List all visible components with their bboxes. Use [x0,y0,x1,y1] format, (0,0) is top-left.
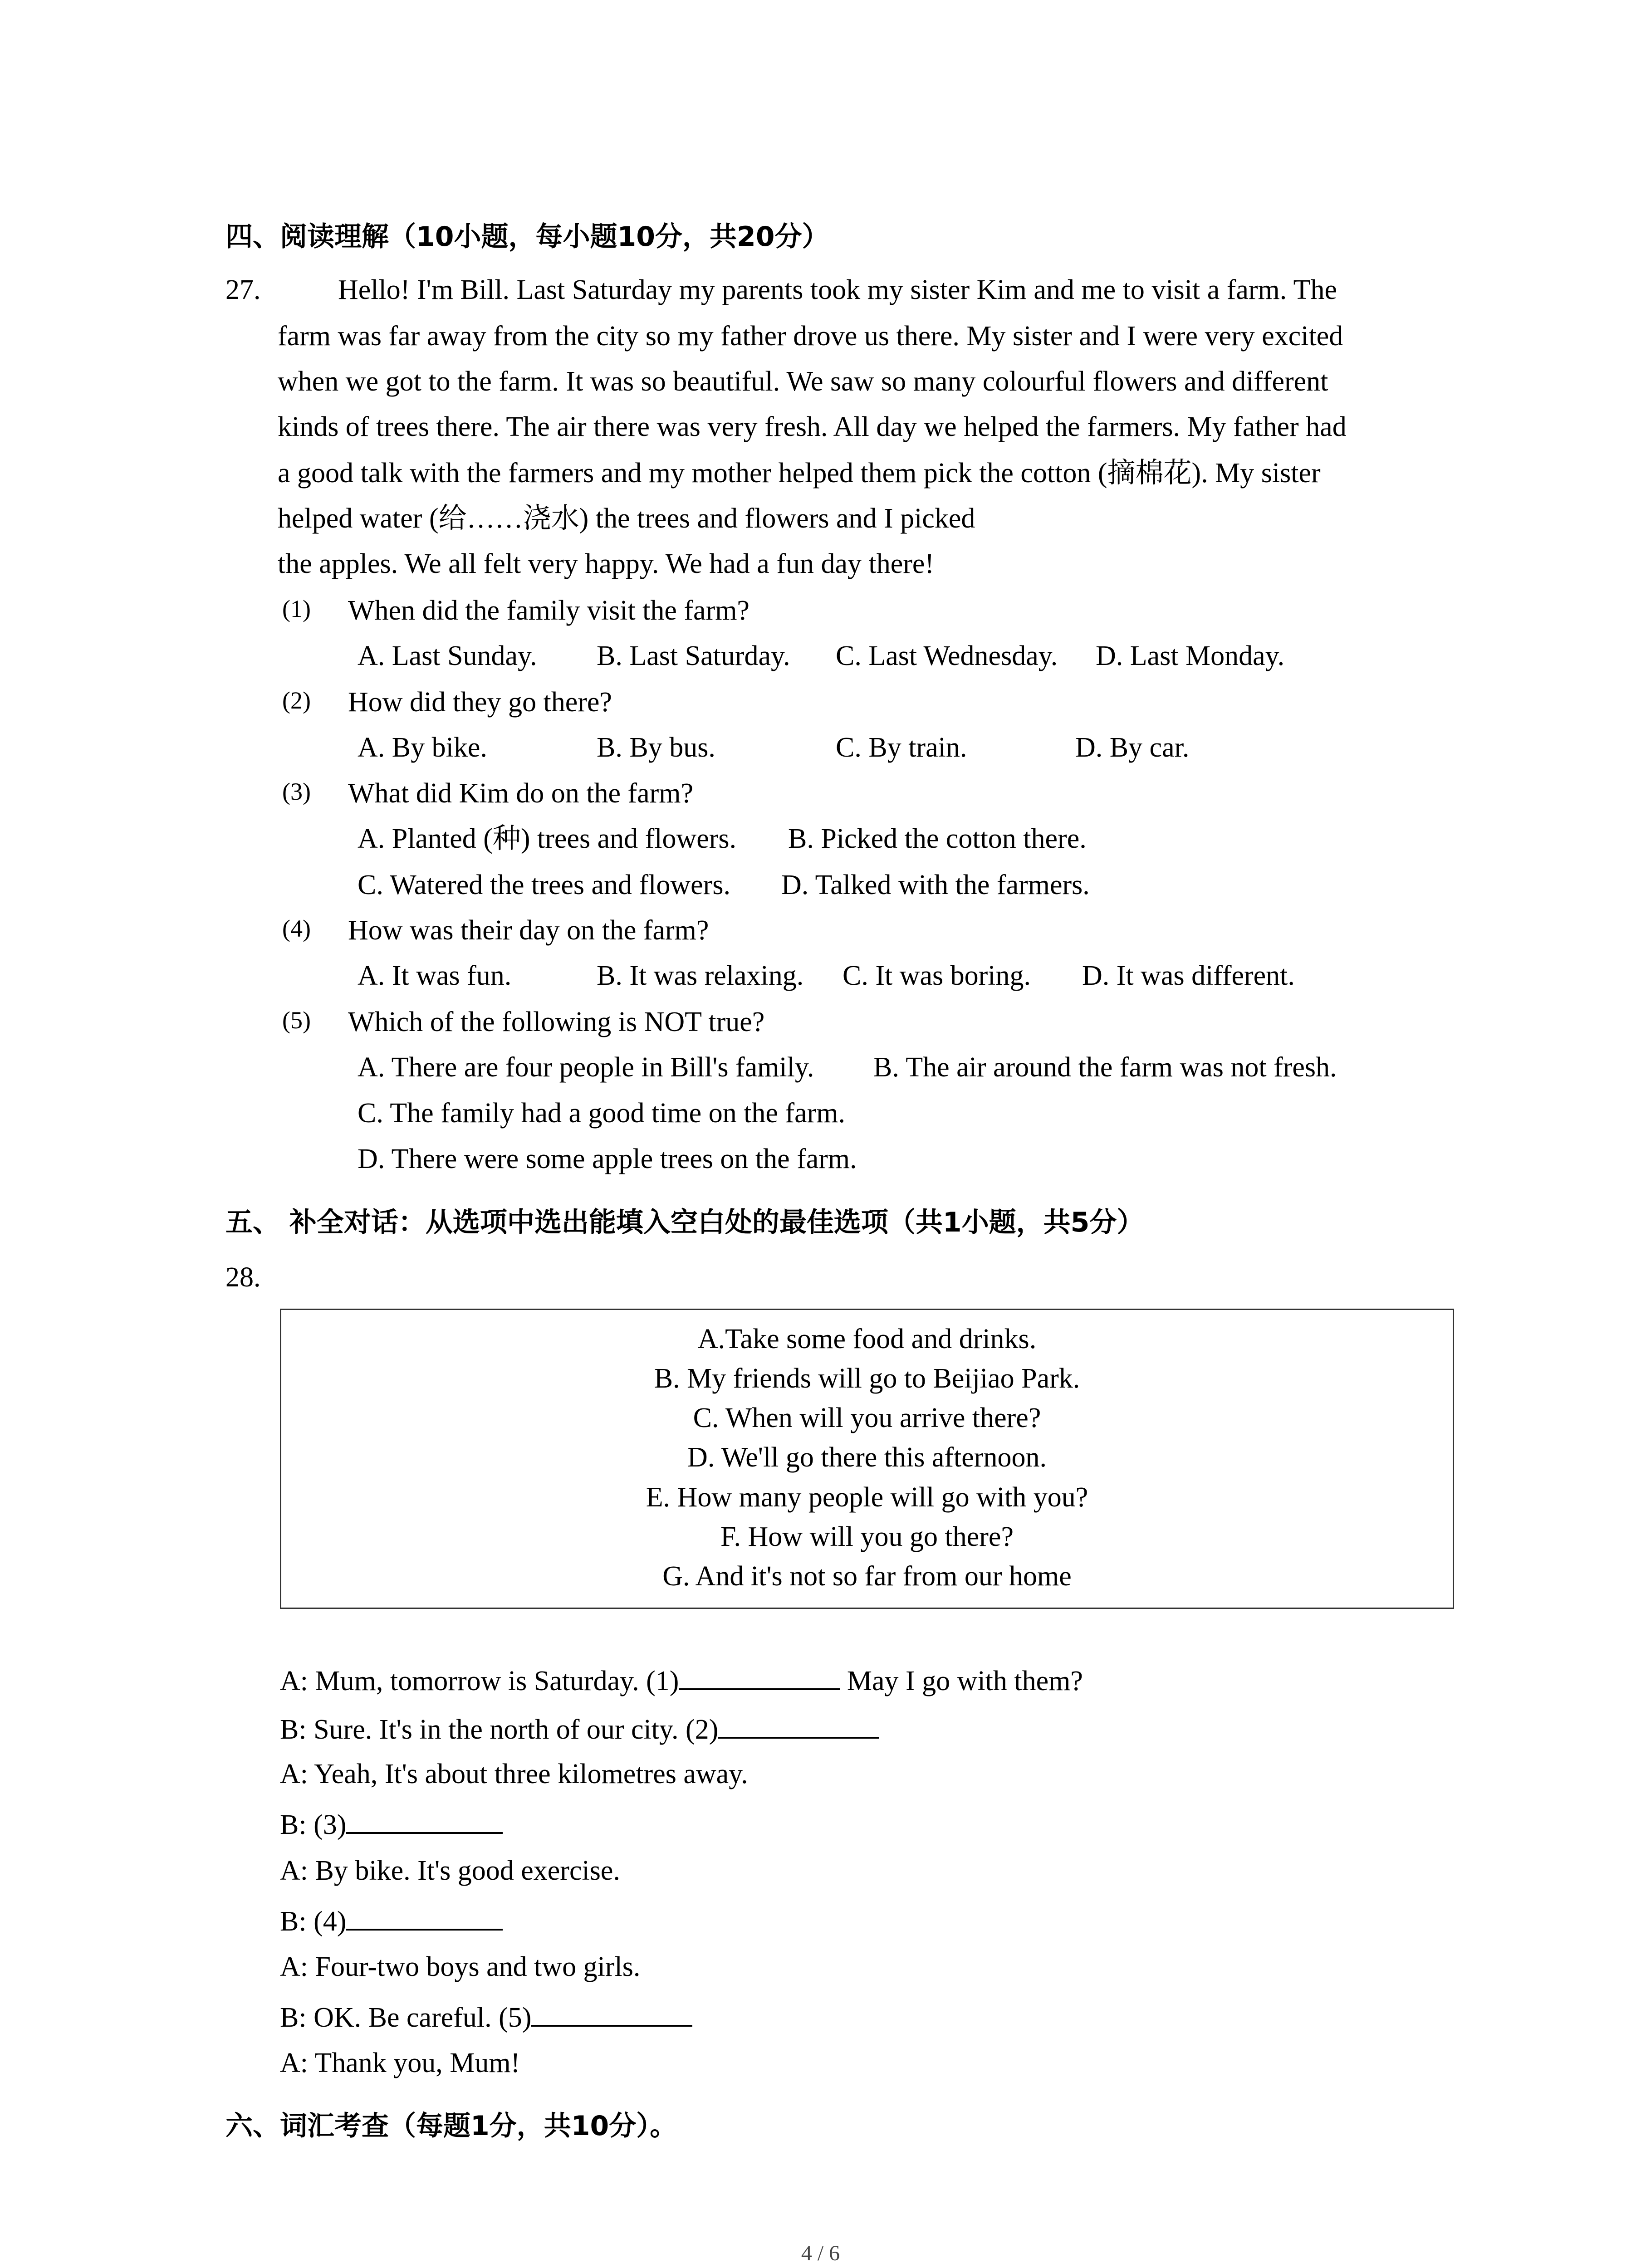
dialogue-text: A: Mum, tomorrow is Saturday. (1) [280,1666,679,1696]
dialogue-text: May I go with them? [840,1666,1083,1696]
section-4-title: 四、阅读理解（10小题，每小题10分，共20分） [225,221,829,253]
section-6-title: 六、词汇考查（每题1分，共10分）。 [225,2110,677,2142]
dialogue-line [280,1809,503,1839]
passage-line: when we got to the farm. It was so beautiful. We saw so many colourful flowers and different [278,366,1328,397]
option: D. Last Monday. [1096,640,1285,671]
dialogue-line [280,2001,692,2032]
option: B. Last Saturday. [597,640,790,671]
section-5-title: 五、 补全对话：从选项中选出能填入空白处的最佳选项（共1小题，共5分） [225,1207,1144,1238]
passage-line: Hello! I'm Bill. Last Saturday my parents took my sister Kim and me to visit a farm. The [338,274,1337,305]
option: C. It was boring. [843,960,1031,991]
subquestion-number: (1) [282,595,311,622]
answer-blank-3[interactable] [346,1809,503,1834]
subquestion-text: How was their day on the farm? [348,915,709,946]
option: D. There were some apple trees on the farm. [358,1144,857,1174]
option: A. Last Sunday. [358,640,537,671]
subquestion-text: Which of the following is NOT true? [348,1007,765,1037]
option: A. It was fun. [358,960,512,991]
dialogue-line: A: Thank you, Mum! [280,2048,520,2078]
passage-line: the apples. We all felt very happy. We had a fun day there! [278,548,935,579]
passage-line: farm was far away from the city so my father drove us there. My sister and I were very excited [278,321,1343,352]
box-option: D. We'll go there this afternoon. [687,1442,1047,1473]
passage-line: a good talk with the farmers and my mother helped them pick the cotton (摘棉花). My sister [278,458,1321,489]
subquestion-text: What did Kim do on the farm? [348,778,694,809]
subquestion-text: When did the family visit the farm? [348,595,749,626]
option: B. The air around the farm was not fresh. [873,1052,1337,1083]
dialogue-line: A: Four-two boys and two girls. [280,1951,641,1982]
question-27-number: 27. [225,274,261,305]
option: D. By car. [1075,732,1190,763]
dialogue-text: B: Sure. It's in the north of our city. (2) [280,1714,719,1745]
dialogue-text: B: (4) [280,1906,347,1937]
answer-blank-5[interactable] [531,2001,692,2027]
subquestion-number: (5) [282,1007,311,1034]
option: C. The family had a good time on the farm. [358,1098,845,1129]
option: D. It was different. [1082,960,1295,991]
box-option: A.Take some food and drinks. [697,1324,1037,1354]
option: C. By train. [836,732,967,763]
dialogue-text: B: (3) [280,1809,347,1840]
option: A. By bike. [358,732,487,763]
subquestion-number: (2) [282,687,311,714]
option: A. There are four people in Bill's family. [358,1052,814,1083]
dialogue-line [280,1713,879,1744]
box-option: E. How many people will go with you? [646,1482,1088,1513]
dialogue-line: A: Yeah, It's about three kilometres away. [280,1759,748,1789]
page-number: 4 / 6 [801,2241,840,2265]
answer-blank-1[interactable] [679,1665,840,1690]
subquestion-text: How did they go there? [348,687,612,718]
box-option: F. How will you go there? [720,1521,1014,1552]
passage-line: kinds of trees there. The air there was very fresh. All day we helped the farmers. My father had [278,411,1347,442]
option: B. By bus. [597,732,715,763]
dialogue-line: A: By bike. It's good exercise. [280,1855,620,1886]
dialogue-text: B: OK. Be careful. (5) [280,2002,532,2033]
dialogue-line [280,1665,1083,1695]
answer-blank-2[interactable] [718,1713,879,1739]
option: C. Watered the trees and flowers. [358,870,730,900]
box-option: C. When will you arrive there? [693,1403,1041,1433]
option: B. Picked the cotton there. [788,823,1087,854]
option: D. Talked with the farmers. [781,870,1090,900]
option: B. It was relaxing. [597,960,804,991]
question-28-number: 28. [225,1262,261,1293]
options-box [280,1309,1454,1609]
box-option: G. And it's not so far from our home [662,1561,1072,1592]
option: C. Last Wednesday. [836,640,1058,671]
box-option: B. My friends will go to Beijiao Park. [654,1363,1080,1394]
passage-line: helped water (给……浇水) the trees and flowers and I picked [278,503,975,534]
option: A. Planted (种) trees and flowers. [358,823,737,854]
subquestion-number: (3) [282,778,311,805]
subquestion-number: (4) [282,915,311,942]
dialogue-line [280,1905,503,1936]
answer-blank-4[interactable] [346,1905,503,1931]
